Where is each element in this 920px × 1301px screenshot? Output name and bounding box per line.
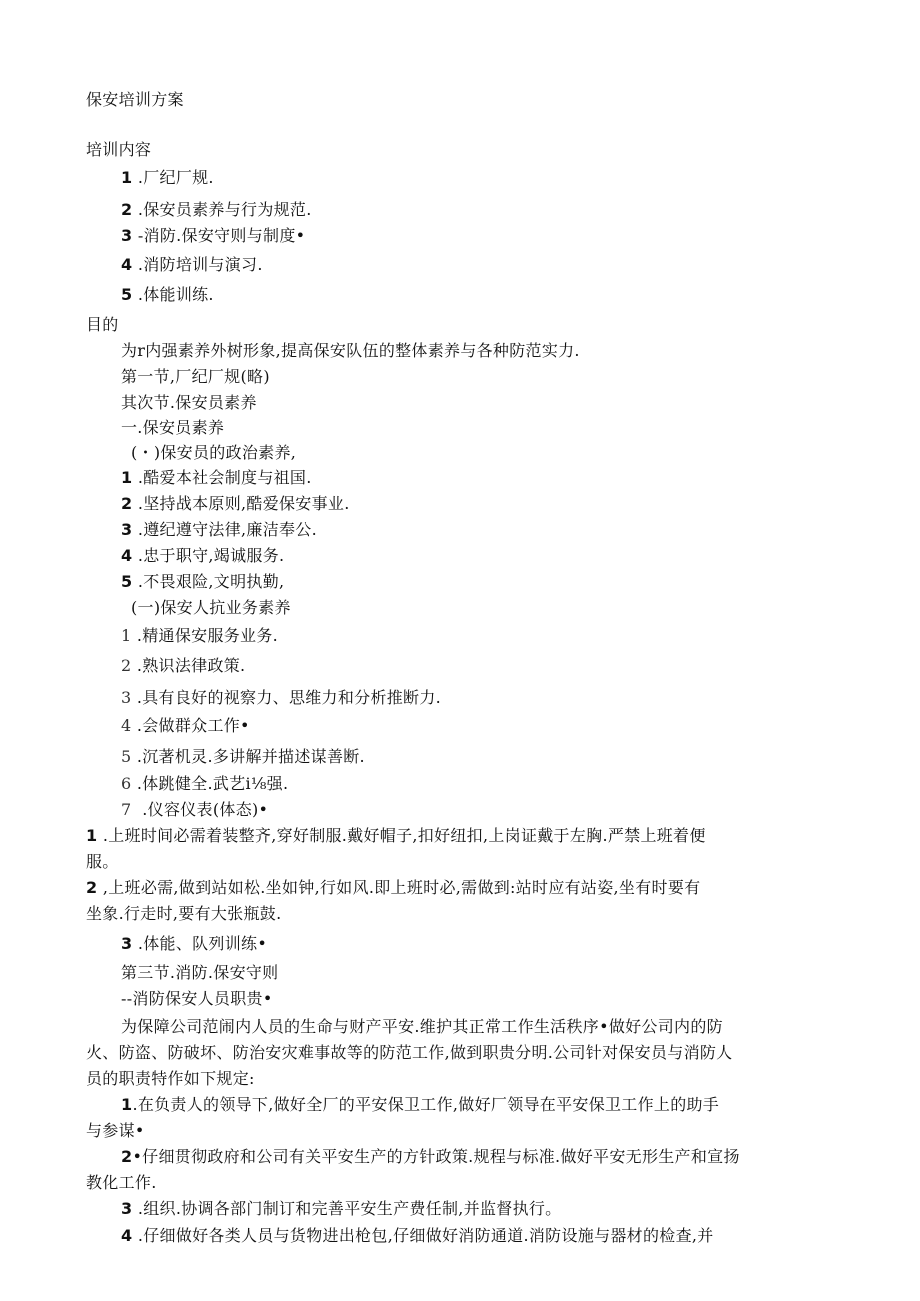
document-title: 保安培训方案 [86, 90, 184, 109]
political-item [121, 546, 284, 566]
intro-line: 员的职责特作如下规定: [86, 1069, 255, 1088]
item-number: 2 [121, 1147, 133, 1166]
item-number: 3 [121, 1199, 133, 1218]
duty-line [121, 1226, 714, 1246]
item-text: .不畏艰险,文明执勤, [137, 572, 285, 591]
item-number: 4 [121, 546, 133, 565]
item-text: .沉著机灵.多讲解并描述谋善断. [136, 747, 365, 766]
item-number: 5 [121, 285, 133, 304]
item-text: .仔细做好各类人员与货物进出枪包,仔细做好消防通道.消防设施与器材的检查,并 [137, 1226, 714, 1245]
item-number: 2 [121, 494, 133, 513]
appearance-item-line: 服。 [86, 852, 119, 871]
item-text: .仪容仪表(体态)• [142, 800, 269, 819]
item-text: ,上班必需,做到站如松.坐如钟,行如风.即上班时必,需做到:站时应有站姿,坐有时要有 [102, 878, 701, 897]
duties-heading: --消防保安人员职贵• [121, 989, 273, 1008]
item-number: 4 [121, 1226, 133, 1245]
purpose-heading: 目的 [86, 315, 119, 334]
duty-line: 与参谋• [86, 1121, 145, 1140]
item-number: 1 [121, 626, 132, 645]
item-number: 3 [121, 934, 133, 953]
duty-line [121, 1095, 719, 1115]
item-number: 1 [121, 468, 133, 487]
item-text: .具有良好的视察力、思维力和分析推断力. [136, 688, 442, 707]
item-number: 7 [121, 800, 132, 819]
duty-line [121, 1147, 740, 1167]
item-text: .体能、队列训练• [137, 934, 268, 953]
duty-line [121, 1199, 562, 1219]
item-text: .酷爱本社会制度与祖国. [137, 468, 312, 487]
section2-heading: 其次节.保安员素养 [121, 393, 257, 412]
item-number: 5 [121, 747, 132, 766]
item-number: 2 [86, 878, 98, 897]
item-text: .厂纪厂规. [137, 168, 214, 187]
business-item [121, 716, 250, 736]
content-item [121, 200, 312, 220]
section1-heading: 第一节,厂纪厂规(略) [121, 367, 270, 386]
item-text: .熟识法律政策. [136, 656, 246, 675]
business-item [121, 626, 278, 646]
item-number: 3 [121, 688, 132, 707]
business-item [121, 656, 245, 676]
political-heading: (・)保安员的政治素养, [131, 443, 297, 462]
business-item [121, 747, 365, 767]
subsection-heading: 一.保安员素养 [121, 418, 225, 437]
item-text: .坚持战本原则,酷爱保安事业. [137, 494, 350, 513]
item-number: 3 [121, 520, 133, 539]
appearance-item-line: 坐象.行走时,要有大张瓶鼓. [86, 904, 282, 923]
item-number: 3 [121, 226, 133, 245]
content-item [121, 285, 214, 305]
item-text: .消防培训与演习. [137, 255, 263, 274]
item-text: .忠于职守,竭诚服务. [137, 546, 285, 565]
content-heading: 培训内容 [86, 140, 152, 159]
item-number: 1 [86, 826, 98, 845]
section3-heading: 第三节.消防.保安守则 [121, 963, 279, 982]
item-text: .保安员素养与行为规范. [137, 200, 312, 219]
item-number: 1 [121, 1095, 133, 1114]
intro-line: 为保障公司范闹内人员的生命与财产平安.维护其正常工作生活秩序•做好公司内的防 [121, 1017, 723, 1036]
item-text: .遵纪遵守法律,廉洁奉公. [137, 520, 317, 539]
content-item [121, 226, 305, 246]
intro-line: 火、防盗、防破坏、防治安灾难事故等的防范工作,做到职贵分明.公司针对保安员与消防人 [86, 1043, 733, 1062]
appearance-item-line [86, 878, 700, 898]
item-text: .组织.协调各部门制订和完善平安生产费任制,并监督执行。 [137, 1199, 562, 1218]
item-text: .体能训练. [137, 285, 214, 304]
business-heading: (一)保安人抗业务素养 [131, 598, 291, 617]
business-item [121, 774, 288, 794]
item-number: 2 [121, 656, 132, 675]
content-item [121, 255, 263, 275]
business-item [121, 800, 268, 820]
item-number: 4 [121, 255, 133, 274]
item-number: 5 [121, 572, 133, 591]
political-item [121, 494, 350, 514]
item-text: .上班时间必需着装整齐,穿好制服.戴好帽子,扣好纽扣,上岗证戴于左胸.严禁上班着便 [102, 826, 706, 845]
item-text: .会做群众工作• [136, 716, 250, 735]
political-item [121, 468, 312, 488]
appearance-item-line [121, 934, 267, 954]
duty-line: 教化工作. [86, 1173, 157, 1192]
content-item [121, 168, 214, 188]
item-number: 6 [121, 774, 132, 793]
item-number: 1 [121, 168, 133, 187]
item-text: .精通保安服务业务. [136, 626, 279, 645]
purpose-text: 为r内强素养外树形象,提高保安队伍的整体素养与各种防范实力. [121, 341, 580, 360]
item-text: .体跳健全.武艺i⅛强. [136, 774, 289, 793]
business-item [121, 688, 441, 708]
appearance-item-line [86, 826, 706, 846]
item-text: •仔细贯彻政府和公司有关平安生产的方针政策.规程与标准.做好平安无形生产和宣扬 [132, 1147, 740, 1166]
item-text: .在负责人的领导下,做好全厂的平安保卫工作,做好厂领导在平安保卫工作上的助手 [132, 1095, 720, 1114]
item-number: 2 [121, 200, 133, 219]
political-item [121, 572, 284, 592]
item-number: 4 [121, 716, 132, 735]
political-item [121, 520, 317, 540]
item-text: -消防.保安守则与制度• [137, 226, 306, 245]
